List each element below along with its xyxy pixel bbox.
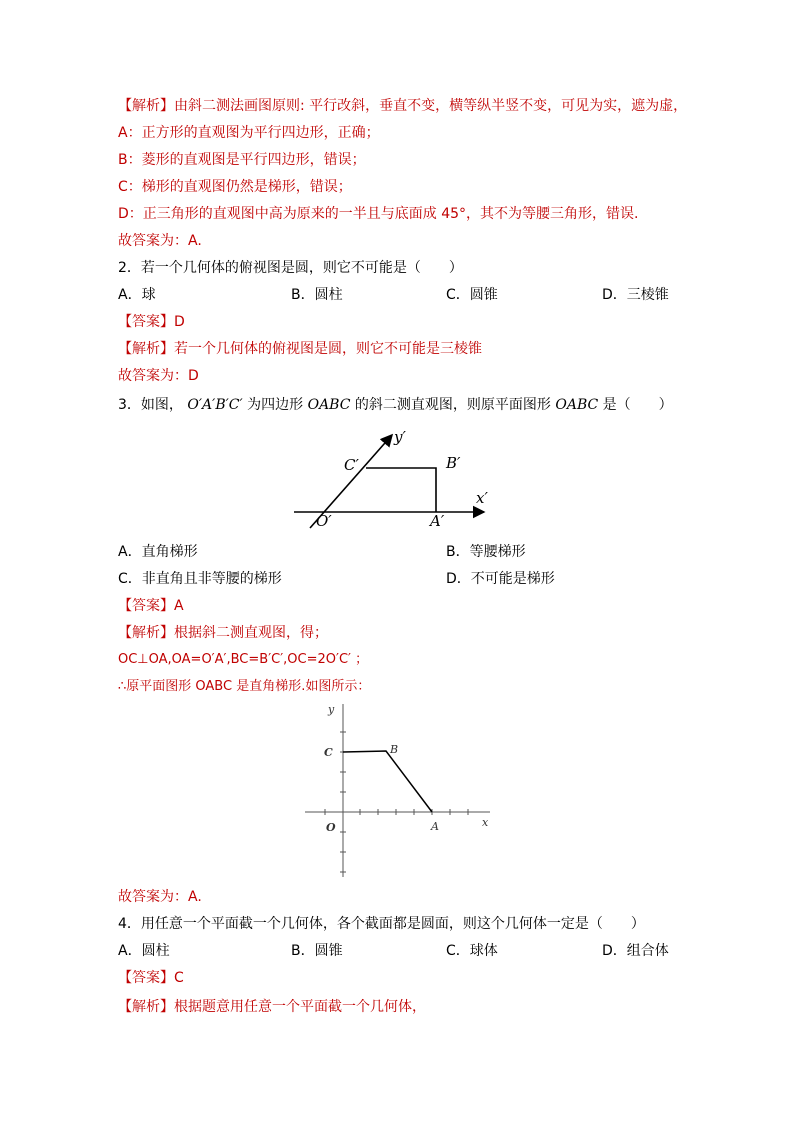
- q4-stem: 4．用任意一个平面截一个几何体，各个截面都是圆面，则这个几何体一定是（ ）: [118, 916, 645, 932]
- label-x: x: [482, 816, 489, 829]
- q3-analysis-text: 根据斜二测直观图，得；: [174, 625, 328, 641]
- q2-analysis-line: [118, 340, 482, 358]
- q4-option-c: C．球体: [446, 943, 498, 959]
- label-b: B: [390, 743, 399, 756]
- label-o: O: [326, 821, 336, 834]
- label-a-prime: A′: [430, 512, 445, 530]
- q4-answer-line: [118, 969, 184, 987]
- q1-conclusion: 故答案为：A.: [118, 233, 202, 249]
- q3-relations: OC⊥OA,OA=O′A′,BC=B′C′,OC=2O′C′ ；: [118, 652, 369, 667]
- answer-tag: 【答案】: [118, 314, 174, 330]
- label-x-prime: x′: [476, 489, 488, 507]
- quadrilateral-edges: [366, 468, 436, 512]
- analysis-tag: 【解析】: [118, 625, 174, 641]
- q3-option-c: C．非直角且非等腰的梯形: [118, 571, 282, 587]
- q4-answer: C: [174, 970, 184, 986]
- q3-stem-figure2: OABC: [307, 397, 351, 413]
- q2-option-b: B．圆柱: [291, 287, 343, 303]
- q2-option-c: C．圆锥: [446, 287, 498, 303]
- q2-answer: D: [174, 314, 185, 330]
- q3-answer-line: [118, 597, 184, 615]
- q4-option-d: D．组合体: [602, 943, 669, 959]
- q2-conclusion: 故答案为：D: [118, 368, 199, 384]
- axis-ticks: [305, 704, 490, 877]
- label-c: C: [324, 746, 333, 759]
- q1-analysis-text: 由斜二测法画图原则: 平行改斜，垂直不变，横等纵半竖不变，可见为实，遮为虚，: [174, 98, 688, 114]
- analysis-tag: 【解析】: [118, 341, 174, 357]
- label-y: y: [328, 703, 335, 716]
- q1-point-c: C：梯形的直观图仍然是梯形，错误；: [118, 179, 352, 195]
- q3-option-a: A．直角梯形: [118, 544, 198, 560]
- label-a: A: [431, 820, 439, 833]
- analysis-tag: 【解析】: [118, 999, 174, 1015]
- q2-answer-line: [118, 313, 185, 331]
- q1-analysis-line: [118, 97, 687, 115]
- label-c-prime: C′: [344, 456, 359, 474]
- answer-tag: 【答案】: [118, 970, 174, 986]
- q3-stem-prefix: 3．如图，: [118, 397, 183, 413]
- q2-option-d: D．三棱锥: [602, 287, 669, 303]
- analysis-tag: 【解析】: [118, 98, 174, 114]
- label-o-prime: O′: [316, 512, 332, 530]
- q1-point-a: A：正方形的直观图为平行四边形，正确；: [118, 125, 380, 141]
- q3-answer: A: [174, 598, 184, 614]
- q3-option-d: D．不可能是梯形: [446, 571, 555, 587]
- label-y-prime: y′: [394, 428, 406, 446]
- oblique-view-figure: [290, 425, 500, 530]
- q2-stem: 2．若一个几何体的俯视图是圆，则它不可能是（ ）: [118, 260, 463, 276]
- q3-stem-mid: 为四边形: [247, 397, 304, 413]
- q1-point-d: D：正三角形的直观图中高为原来的一半且与底面成 45°，其不为等腰三角形，错误.: [118, 206, 639, 222]
- q3-stem-figure3: OABC: [555, 397, 599, 413]
- answer-tag: 【答案】: [118, 598, 174, 614]
- label-b-prime: B′: [446, 454, 461, 472]
- q3-conclusion: 故答案为：A.: [118, 889, 202, 905]
- q1-point-b: B：菱形的直观图是平行四边形，错误；: [118, 152, 366, 168]
- q3-analysis-line: [118, 624, 328, 642]
- q3-option-b: B．等腰梯形: [446, 544, 526, 560]
- q3-stem-figure1: O′A′B′C′: [187, 397, 243, 413]
- q3-stem-suffix: 是（ ）: [602, 397, 673, 413]
- q4-analysis-line: [118, 998, 426, 1016]
- q3-therefore: ∴原平面图形 OABC 是直角梯形.如图所示：: [118, 679, 371, 694]
- q4-option-b: B．圆锥: [291, 943, 343, 959]
- trapezoid-edges: [343, 751, 432, 812]
- q2-option-a: A．球: [118, 287, 156, 303]
- q4-analysis-text: 根据题意用任意一个平面截一个几何体，: [174, 999, 426, 1015]
- q4-option-a: A．圆柱: [118, 943, 170, 959]
- q3-stem-mid2: 的斜二测直观图，则原平面图形: [354, 397, 551, 413]
- q3-stem: [118, 396, 673, 414]
- q2-analysis-text: 若一个几何体的俯视图是圆，则它不可能是三棱锥: [174, 341, 482, 357]
- original-figure: [300, 700, 500, 882]
